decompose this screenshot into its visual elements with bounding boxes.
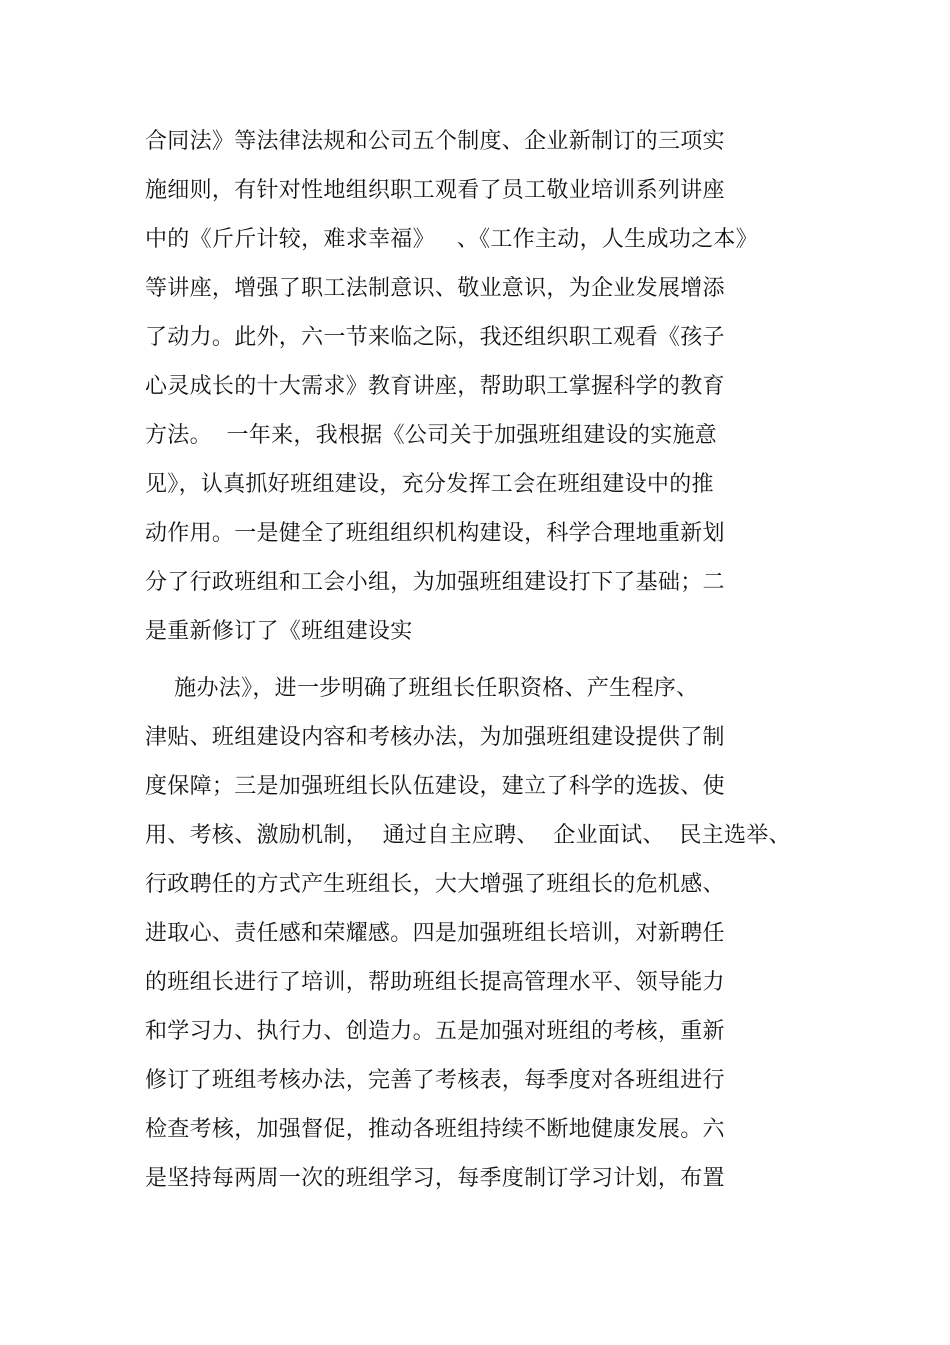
text-line: 施细则，有针对性地组织职工观看了员工敬业培训系列讲座	[145, 178, 725, 203]
text-line: 是重新修订了《班组建设实	[145, 619, 413, 644]
text-line: 中的《斤斤计较，难求幸福》 、《工作主动，人生成功之本》	[145, 227, 758, 252]
text-line: 了动力。此外，六一节来临之际，我还组织职工观看《孩子	[145, 325, 725, 350]
text-line: 度保障；三是加强班组长队伍建设，建立了科学的选拔、使	[145, 774, 725, 799]
text-line: 方法。 一年来，我根据《公司关于加强班组建设的实施意	[145, 423, 718, 448]
body-text	[145, 122, 825, 1208]
text-line: 心灵成长的十大需求》教育讲座，帮助职工掌握科学的教育	[145, 374, 725, 399]
text-line: 和学习力、执行力、创造力。五是加强对班组的考核，重新	[145, 1019, 725, 1044]
text-line: 是坚持每两周一次的班组学习，每季度制订学习计划，布置	[145, 1166, 725, 1191]
text-line: 分了行政班组和工会小组，为加强班组建设打下了基础；二	[145, 570, 725, 595]
text-line: 合同法》等法律法规和公司五个制度、企业新制订的三项实	[145, 129, 725, 154]
text-line: 用、考核、激励机制， 通过自主应聘、 企业面试、 民主选举、	[145, 823, 791, 848]
paragraph-start-line: 施办法》，进一步明确了班组长任职资格、产生程序、	[145, 676, 699, 701]
text-line: 动作用。一是健全了班组组织机构建设，科学合理地重新划	[145, 521, 725, 546]
text-line: 的班组长进行了培训，帮助班组长提高管理水平、领导能力	[145, 970, 725, 995]
text-line: 修订了班组考核办法，完善了考核表，每季度对各班组进行	[145, 1068, 725, 1093]
text-line: 检查考核，加强督促，推动各班组持续不断地健康发展。六	[145, 1117, 725, 1142]
text-line: 等讲座，增强了职工法制意识、敬业意识，为企业发展增添	[145, 276, 725, 301]
text-line: 津贴、班组建设内容和考核办法，为加强班组建设提供了制	[145, 725, 725, 750]
text-line: 进取心、责任感和荣耀感。四是加强班组长培训，对新聘任	[145, 921, 725, 946]
text-line: 行政聘任的方式产生班组长，大大增强了班组长的危机感、	[145, 872, 725, 897]
text-line: 见》，认真抓好班组建设，充分发挥工会在班组建设中的推	[145, 472, 714, 497]
